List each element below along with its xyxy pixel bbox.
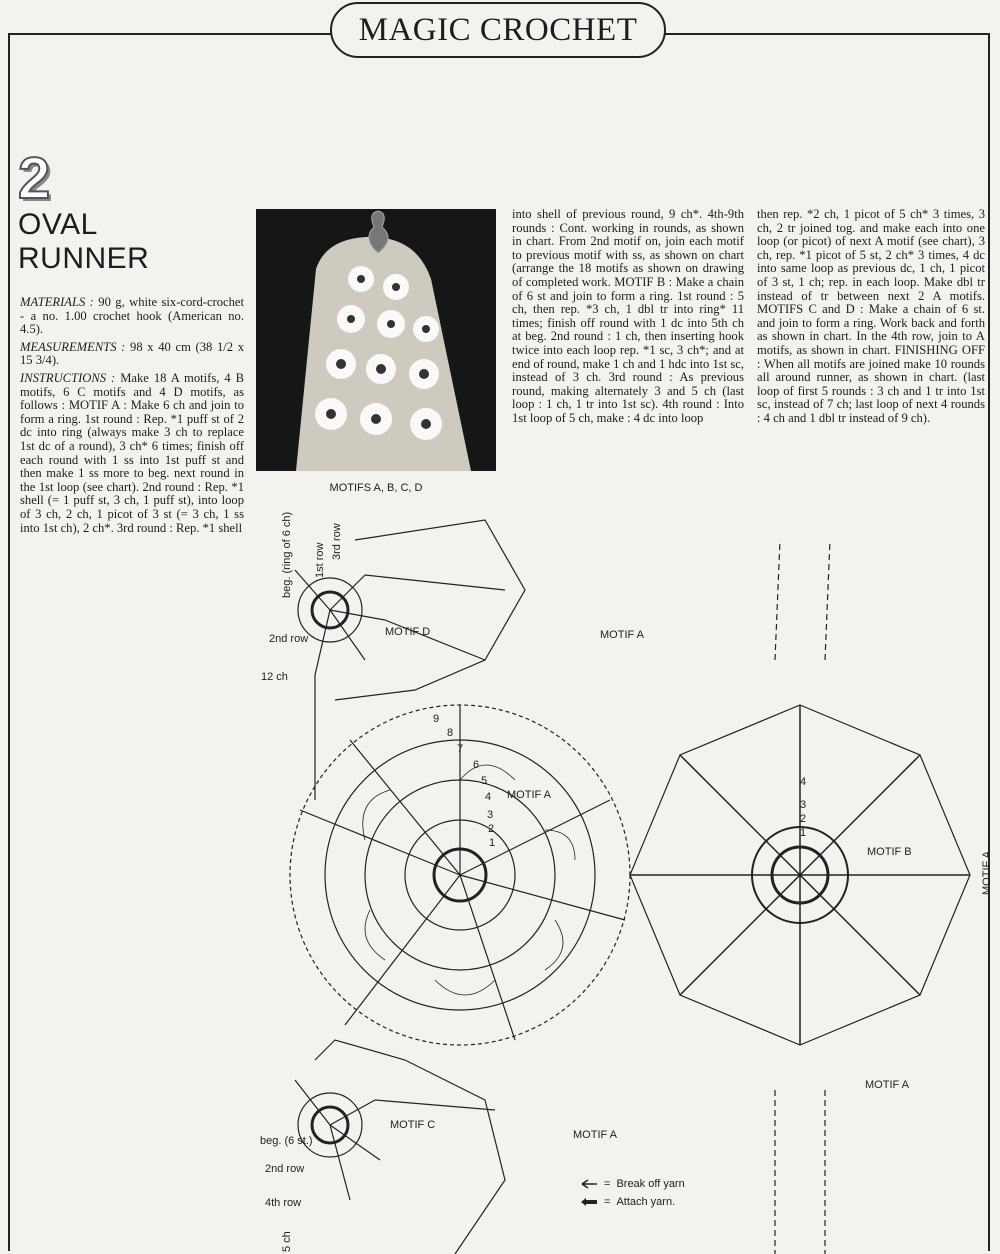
- round-number-7: 7: [457, 743, 464, 755]
- round-number-1: 1: [489, 837, 496, 849]
- motif-a-left-chart: [290, 705, 630, 1045]
- round-number-4: 4: [485, 791, 492, 803]
- motif-c-2nd-row-label: 2nd row: [265, 1163, 305, 1175]
- legend-attach: = Attach yarn.: [580, 1193, 685, 1211]
- round-number-6: 6: [473, 759, 480, 771]
- b-round-number-2: 2: [800, 813, 807, 825]
- title-line-1: OVAL: [18, 208, 98, 241]
- break-off-arrow-icon: [580, 1179, 598, 1189]
- motif-a-label-bottom-right: MOTIF A: [865, 1079, 909, 1091]
- b-round-number-4: 4: [800, 776, 807, 788]
- b-round-number-1: 1: [800, 827, 807, 839]
- motif-d-beg-label: beg. (ring of 6 ch): [281, 511, 293, 598]
- b-round-number-3: 3: [800, 799, 807, 811]
- motif-d-chart: [295, 520, 525, 800]
- motif-d-2nd-row-label: 2nd row: [269, 633, 309, 645]
- attach-arrow-icon: [580, 1197, 598, 1207]
- legend-attach-label: Attach yarn.: [616, 1196, 676, 1208]
- motif-a-label-top: MOTIF A: [600, 629, 644, 641]
- runner-photo-image: [256, 209, 496, 471]
- motif-c-4th-row-label: 4th row: [265, 1197, 302, 1209]
- measurements-label: MEASUREMENTS :: [20, 339, 126, 354]
- motif-a-label-left: MOTIF A: [507, 789, 551, 801]
- materials-text: 90 g, white six-cord-crochet - a no. 1.00 crochet hook (American no. 4.5).: [20, 295, 245, 337]
- round-number-2: 2: [488, 823, 495, 835]
- round-number-9: 9: [433, 713, 440, 725]
- motif-b-label: MOTIF B: [867, 846, 912, 858]
- motif-d-3rd-row-label: 3rd row: [331, 523, 343, 560]
- title-line-2: RUNNER: [18, 242, 150, 275]
- instructions-label: INSTRUCTIONS :: [20, 370, 116, 385]
- masthead: MAGIC CROCHET: [330, 2, 666, 58]
- motif-c-chart: [295, 1040, 505, 1254]
- motif-c-beg-label: beg. (6 st.): [260, 1135, 313, 1147]
- materials-label: MATERIALS :: [20, 295, 94, 309]
- chart-legend: [580, 1175, 685, 1211]
- measurements-text: 98 x 40 cm (38 1/2 x 15 3/4).: [20, 339, 244, 368]
- text-column-1: [20, 296, 244, 539]
- runner-photo: [256, 209, 496, 471]
- pattern-title: [18, 208, 149, 276]
- motif-c-5ch-label: 5 ch: [281, 1231, 293, 1252]
- motif-a-label-bottom: MOTIF A: [573, 1129, 617, 1141]
- crochet-chart: [255, 500, 1000, 1254]
- round-number-3: 3: [487, 809, 494, 821]
- legend-break-off: = Break off yarn: [580, 1175, 685, 1193]
- motif-a-label-edge: MOTIF A: [981, 851, 993, 895]
- instructions-text: Make 18 A motifs, 4 B motifs, 6 C motifs and 4 D motifs, as follows : MOTIF A : Make 6 ch and join to form a ring. 1st round : Rep. *1 puff st of 2 dc into ring (always make 3 ch to replace 1st dc of a round), 3 ch* 6 times; finish off each round with 1 ss into 1st puff st and then make 1 ss more to beg. next round in the 1st loop (see chart). 2nd round : Rep. *1 shell (= 1 puff st, 3 ch, 1 puff st), into loop of 3 ch, 2 ch, 1 picot of 3 st (= 3 ch, 1 ss into 1st ch), 2 ch*. 3rd round : Rep. *1 shell: [20, 370, 244, 535]
- text-column-4: then rep. *2 ch, 1 picot of 5 ch* 3 times, 3 ch, 2 tr joined tog. and make each into one loop (or picot) of next A motif (see chart), 3 ch, rep. *1 picot of 5 st, 2 ch* 3 times, 4 dc into same loop as previous dc, 1 ch, 1 picot of 3 st, 1 ch; rep. in each loop. Make dbl tr instead of tr between next 2 A motifs. MOTIFS C and D : Make a chain of 6 st. and join to form a ring. Work back and forth as shown in chart. In the 4th row, join to A motifs, as shown in chart. FINISHING OFF : When all motifs are joined make 10 rounds all around runner, as shown in chart. (last loop of first 5 rounds : 3 ch and 1 tr into 1st sc, instead of 7 ch; last loop of next 4 rounds : 4 ch and 1 dbl tr instead of 9 ch).: [757, 207, 985, 425]
- legend-break-off-label: Break off yarn: [616, 1178, 685, 1190]
- motif-d-12ch-label: 12 ch: [261, 671, 288, 683]
- motif-d-label: MOTIF D: [385, 626, 431, 638]
- round-number-5: 5: [481, 775, 488, 787]
- photo-caption: MOTIFS A, B, C, D: [329, 482, 423, 494]
- round-number-8: 8: [447, 727, 454, 739]
- motif-c-label: MOTIF C: [390, 1119, 436, 1131]
- text-column-3: into shell of previous round, 9 ch*. 4th-9th rounds : Cont. working in rounds, as shown in chart. From 2nd motif on, join each motif to previous motif with ss, as shown on chart (arrange the 18 motifs as shown on drawing of completed work. MOTIF B : Make a chain of 6 st and join to form a ring. 1st round : 5 ch, then rep. *3 ch, 1 dbl tr into ring* 11 times; finish off round with 1 dc into 5th ch at beg. 2nd round : 1 ch, then inserting hook twice into each loop rep. *1 sc, 3 ch*; and at end of round, make 1 ch and 1 hdc into 1st sc, instead of 3 ch. 3rd round : As previous round, making alternately 3 and 5 ch (last loop : 1 ch, 1 tr into 1st sc). 4th round : Into 1st loop of 5 ch, make : 4 dc into loop: [512, 207, 744, 425]
- motif-b-chart: [630, 540, 970, 1254]
- motif-d-1st-row-label: 1st row: [314, 542, 326, 578]
- pattern-number: 2: [18, 146, 51, 211]
